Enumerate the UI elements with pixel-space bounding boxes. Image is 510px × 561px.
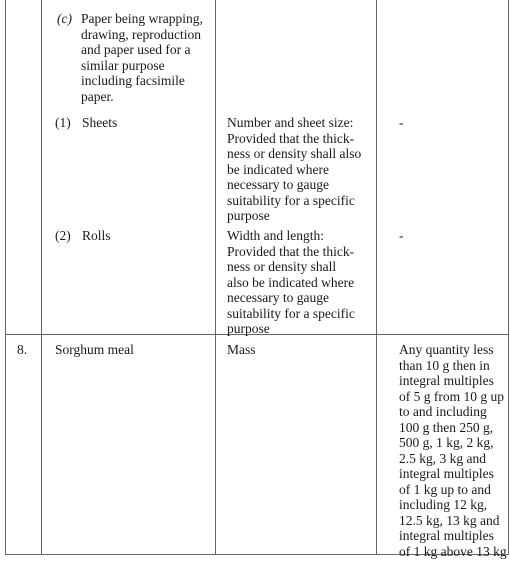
row-rolls-declaration: Width and length: Provided that the thick- ness or density shall also be indicated where necessary to gauge suitability for a specific purpose: [227, 228, 355, 336]
row-sheets-marker: (1): [55, 115, 71, 130]
row-8-number: 8.: [17, 342, 28, 357]
row-8-declaration: Mass: [227, 342, 256, 357]
column-divider-2: [215, 0, 216, 555]
row-sheets-declaration: Number and sheet size: Provided that the thick- ness or density shall also be indicated where necessary to gauge suitability for a specific purpose: [227, 115, 362, 223]
row-rolls-label: Rolls: [82, 228, 111, 243]
table-border-right: [508, 0, 509, 555]
column-divider-1: [41, 0, 42, 555]
row-rolls-marker: (2): [55, 228, 71, 243]
row-c-marker: (c): [57, 11, 72, 26]
row-c-description: Paper being wrapping, drawing, reproduction and paper used for a similar purpose including facsimile paper.: [81, 11, 203, 104]
table-border-left: [5, 0, 6, 555]
row-rolls-quantities: -: [399, 228, 404, 243]
row-8-label: Sorghum meal: [55, 342, 134, 357]
row-8-quantities: Any quantity less than 10 g then in integral multiples of 5 g from 10 g up to and including 100 g then 250 g, 500 g, 1 kg, 2 kg, 2.5 kg, 3 kg and integral multiples of 1 kg up to and including 12 kg, 12.5 kg, 13 kg and integral multiples of 1 kg above 13 kg: [399, 342, 507, 559]
row-sheets-label: Sheets: [82, 115, 118, 130]
row-sheets-quantities: -: [399, 115, 404, 130]
column-divider-3: [376, 0, 377, 555]
